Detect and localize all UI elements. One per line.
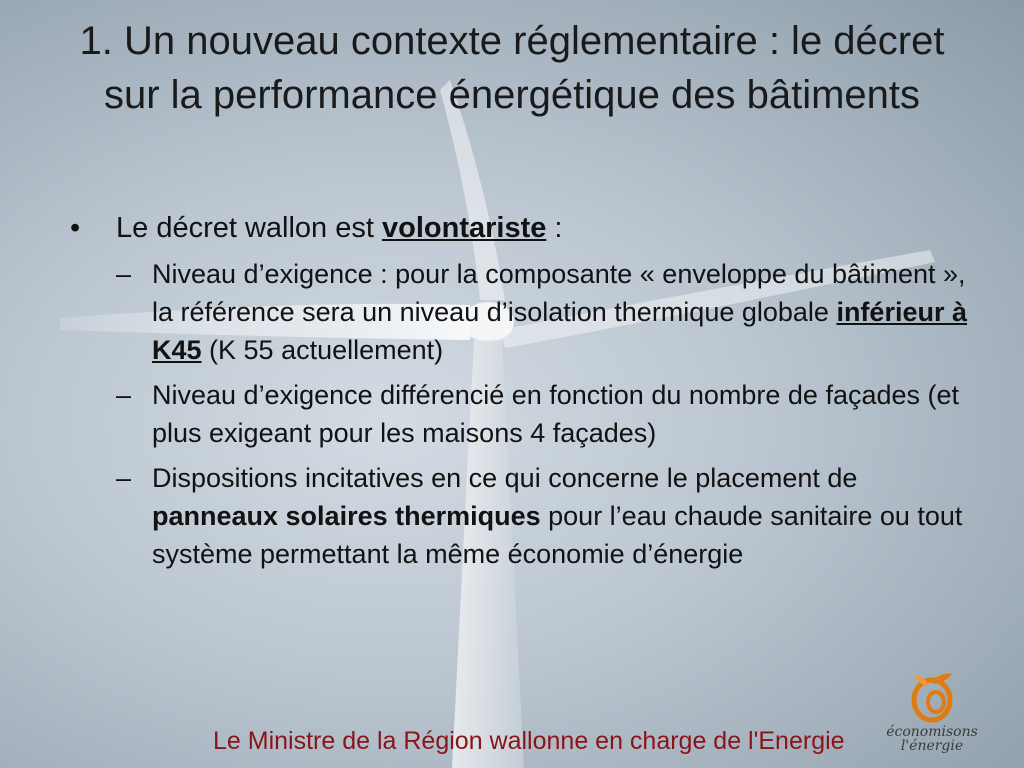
footer-ministry-text: Le Ministre de la Région wallonne en charge de l'Energie — [213, 727, 845, 755]
slide-title: 1. Un nouveau contexte réglementaire : le décret sur la performance énergétique des bâtiments — [79, 19, 945, 117]
sub-text-before: Dispositions incitatives en ce qui concerne le placement de — [152, 463, 858, 493]
bullet-trail-text: : — [546, 212, 563, 244]
bullet-emphasis: volontariste — [381, 212, 547, 244]
sub-bullet-item — [116, 376, 990, 452]
sub-bullet-text — [152, 255, 987, 369]
bullet-lead-text: Le décret wallon est — [116, 212, 382, 244]
leaf-swirl-icon — [902, 670, 962, 724]
dash-marker: – — [116, 259, 132, 289]
sub-bullet-text — [152, 459, 987, 573]
sub-bullet-text: Niveau d’exigence différencié en fonction du nombre de façades (et plus exigeant pour les maisons 4 façades) — [152, 380, 960, 448]
sub-text-after: (K 55 actuellement) — [201, 335, 444, 365]
logo-text-line1: économisons — [886, 724, 978, 740]
sub-text-after: pour l’eau chaude sanitaire ou tout système permettant la même économie d’énergie — [152, 501, 963, 569]
sub-text-emphasis: inférieur à K45 — [152, 297, 967, 365]
bullet-item — [60, 210, 990, 247]
sub-text-before: Niveau d’exigence : pour la composante « enveloppe du bâtiment », la référence sera un niveau d’isolation thermique globale — [152, 259, 966, 327]
sub-bullet-item — [116, 255, 990, 369]
sub-bullet-item — [116, 459, 990, 573]
sub-text-emphasis: panneaux solaires thermiques — [152, 501, 541, 531]
dash-marker: – — [116, 380, 132, 410]
bullet-text — [116, 210, 562, 247]
dash-marker: – — [116, 463, 132, 493]
logo-text-line2: l'énergie — [900, 738, 964, 754]
economisons-energie-logo — [876, 670, 988, 760]
bullet-marker: • — [70, 212, 81, 244]
bullet-list — [60, 210, 990, 580]
sub-bullet-list — [60, 255, 990, 573]
